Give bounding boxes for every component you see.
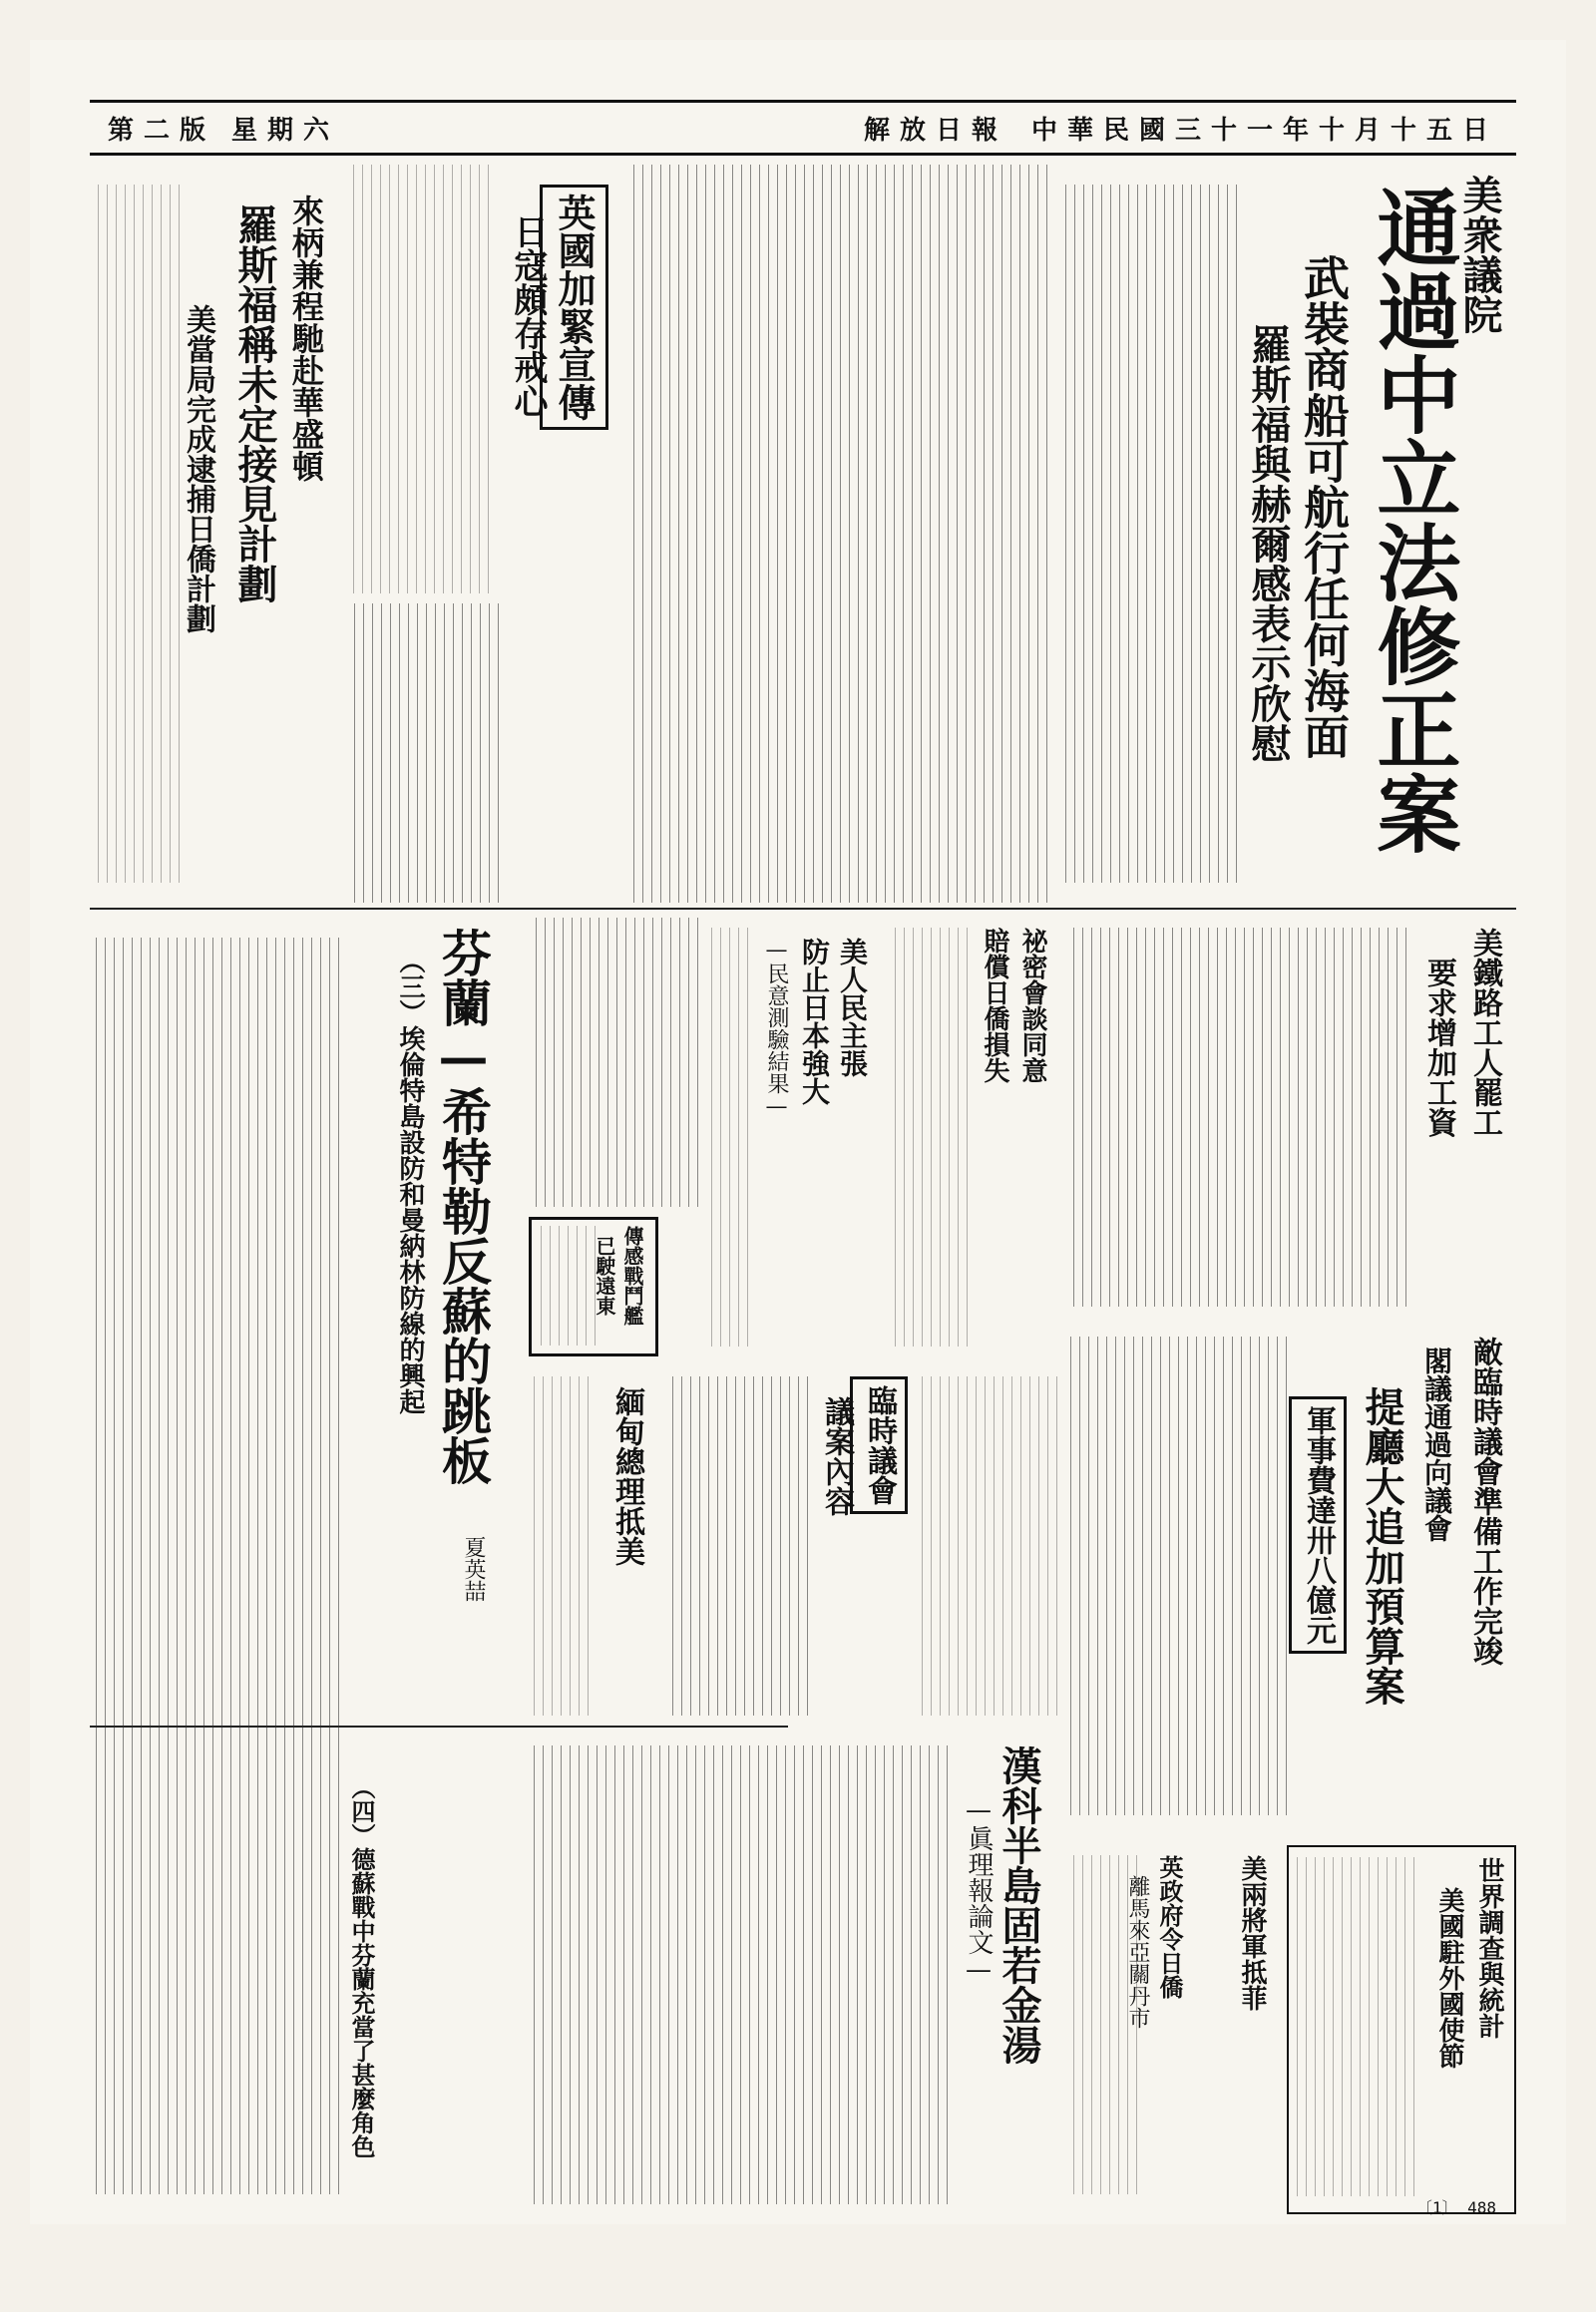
generals-headline: 美兩將軍抵菲 <box>1237 1855 1267 2011</box>
generals-body <box>1067 1855 1137 2194</box>
weekday-label: 星期六 <box>231 115 340 146</box>
provisional-body <box>668 1376 808 1716</box>
secret-talks-body <box>888 928 968 1347</box>
masthead <box>90 100 1516 156</box>
page-label: 第二版 <box>108 115 216 146</box>
finland-article <box>90 918 509 2214</box>
lead-subhead-2: 羅斯福與赫爾感表示欣慰 <box>1245 324 1292 763</box>
battleship-rumor-body <box>536 1226 596 1346</box>
burma-premier-body <box>529 1376 589 1716</box>
us-democracy-headline-1: 美人民主張 <box>836 938 869 1077</box>
finland-headline: 芬蘭—希特勒反蘇的跳板 <box>434 928 493 1485</box>
parliament-body <box>1067 1337 1287 1815</box>
middle-body-text <box>349 603 499 903</box>
survey-box <box>1287 1845 1516 2214</box>
section-divider <box>90 908 1516 910</box>
finland-section-3: （三）埃倫特島設防和曼納林防線的興起 <box>395 948 425 1414</box>
secret-talks-story <box>888 918 1057 1356</box>
lead-continuation-text <box>628 165 1047 903</box>
roosevelt-kicker: 來柄兼程馳赴華盛頓 <box>287 194 325 482</box>
britain-story <box>499 165 618 583</box>
hanko-story <box>529 1735 1057 2214</box>
leave-malaya-headline: 離馬來亞關丹市 <box>1125 1875 1150 2029</box>
provisional-headline-1: 臨時議會 <box>850 1376 908 1514</box>
issue-date: 中華民國三十一年十月十五日 <box>1030 115 1498 146</box>
railway-headline-1: 美鐵路工人罷工 <box>1467 928 1502 1137</box>
lead-body-text <box>1057 185 1237 883</box>
survey-headline: 世界調查與統計 <box>1474 1857 1504 2039</box>
roosevelt-story <box>90 165 339 903</box>
provisional-council-story <box>668 1366 1057 1726</box>
hanko-body <box>529 1745 948 2204</box>
roosevelt-headline: 羅斯福稱未定接見計劃 <box>231 204 278 603</box>
hanko-subhead: —眞理報論文— <box>964 1795 994 1985</box>
burma-premier-story <box>529 1366 658 1726</box>
british-order-headline: 英政府令日僑 <box>1155 1855 1184 1999</box>
finland-author: 夏英喆 <box>461 1536 486 1602</box>
lead-headline: 通過中立法修正案 <box>1364 185 1462 855</box>
britain-subhead: 日寇頗存戒心 <box>508 214 548 418</box>
embassy-headline: 美國駐外國使節 <box>1434 1887 1464 2069</box>
embassy-list <box>1295 1857 1414 2196</box>
provisional-headline-2: 議案內容 <box>819 1396 854 1516</box>
hanko-headline: 漢科半島固若金湯 <box>996 1745 1042 2065</box>
us-authority-headline: 美當局完成逮捕日僑計劃 <box>181 304 215 633</box>
newspaper-page <box>30 40 1566 2224</box>
provisional-body-2 <box>918 1376 1057 1716</box>
lead-subhead-1: 武裝商船可航行任何海面 <box>1297 254 1351 759</box>
railway-body <box>1067 928 1406 1307</box>
roosevelt-body-text <box>90 185 180 883</box>
railway-headline-2: 要求增加工資 <box>1421 958 1456 1137</box>
masthead-left <box>108 110 339 147</box>
middle-body-text-2 <box>529 918 698 1207</box>
lead-story <box>1057 165 1516 903</box>
finland-section-4: （四）德蘇戰中芬蘭充當了甚麼角色 <box>347 1775 376 2158</box>
military-budget-box: 軍事費達卅八億元 <box>1289 1396 1347 1654</box>
britain-body-text <box>349 165 489 593</box>
battleship-rumor-2: 已駛遠東 <box>593 1236 616 1316</box>
secret-talks-headline-2: 賠償日僑損失 <box>980 928 1009 1083</box>
us-democracy-body <box>708 928 748 1347</box>
us-democracy-headline-2: 防止日本強大 <box>798 938 831 1105</box>
secret-talks-headline-1: 祕密會談同意 <box>1017 928 1047 1083</box>
finland-body-text <box>90 938 339 2194</box>
britain-headline: 英國加緊宣傳 <box>540 185 608 430</box>
parliament-headline: 敵臨時議會準備工作完竣 <box>1467 1337 1502 1666</box>
parliament-subhead-1: 閣議通過向議會 <box>1420 1347 1453 1542</box>
generals-story <box>1067 1845 1277 2214</box>
masthead-right <box>864 110 1498 147</box>
lead-kicker: 美衆議院 <box>1456 175 1503 334</box>
battleship-rumor-box <box>529 1217 658 1356</box>
burma-premier-headline: 緬甸總理抵美 <box>609 1386 644 1566</box>
us-democracy-story <box>708 918 878 1356</box>
parliament-story <box>1067 1327 1516 1825</box>
page-number: 〔1〕 488 <box>1415 2198 1496 2217</box>
battleship-rumor-1: 傳感戰鬥艦 <box>620 1226 644 1326</box>
paper-name: 解放日報 <box>863 115 1007 146</box>
us-democracy-headline-3: —民意測驗結果— <box>764 938 789 1119</box>
parliament-subhead-2: 提廳大追加預算案 <box>1359 1386 1405 1706</box>
railway-workers-story <box>1067 918 1516 1317</box>
